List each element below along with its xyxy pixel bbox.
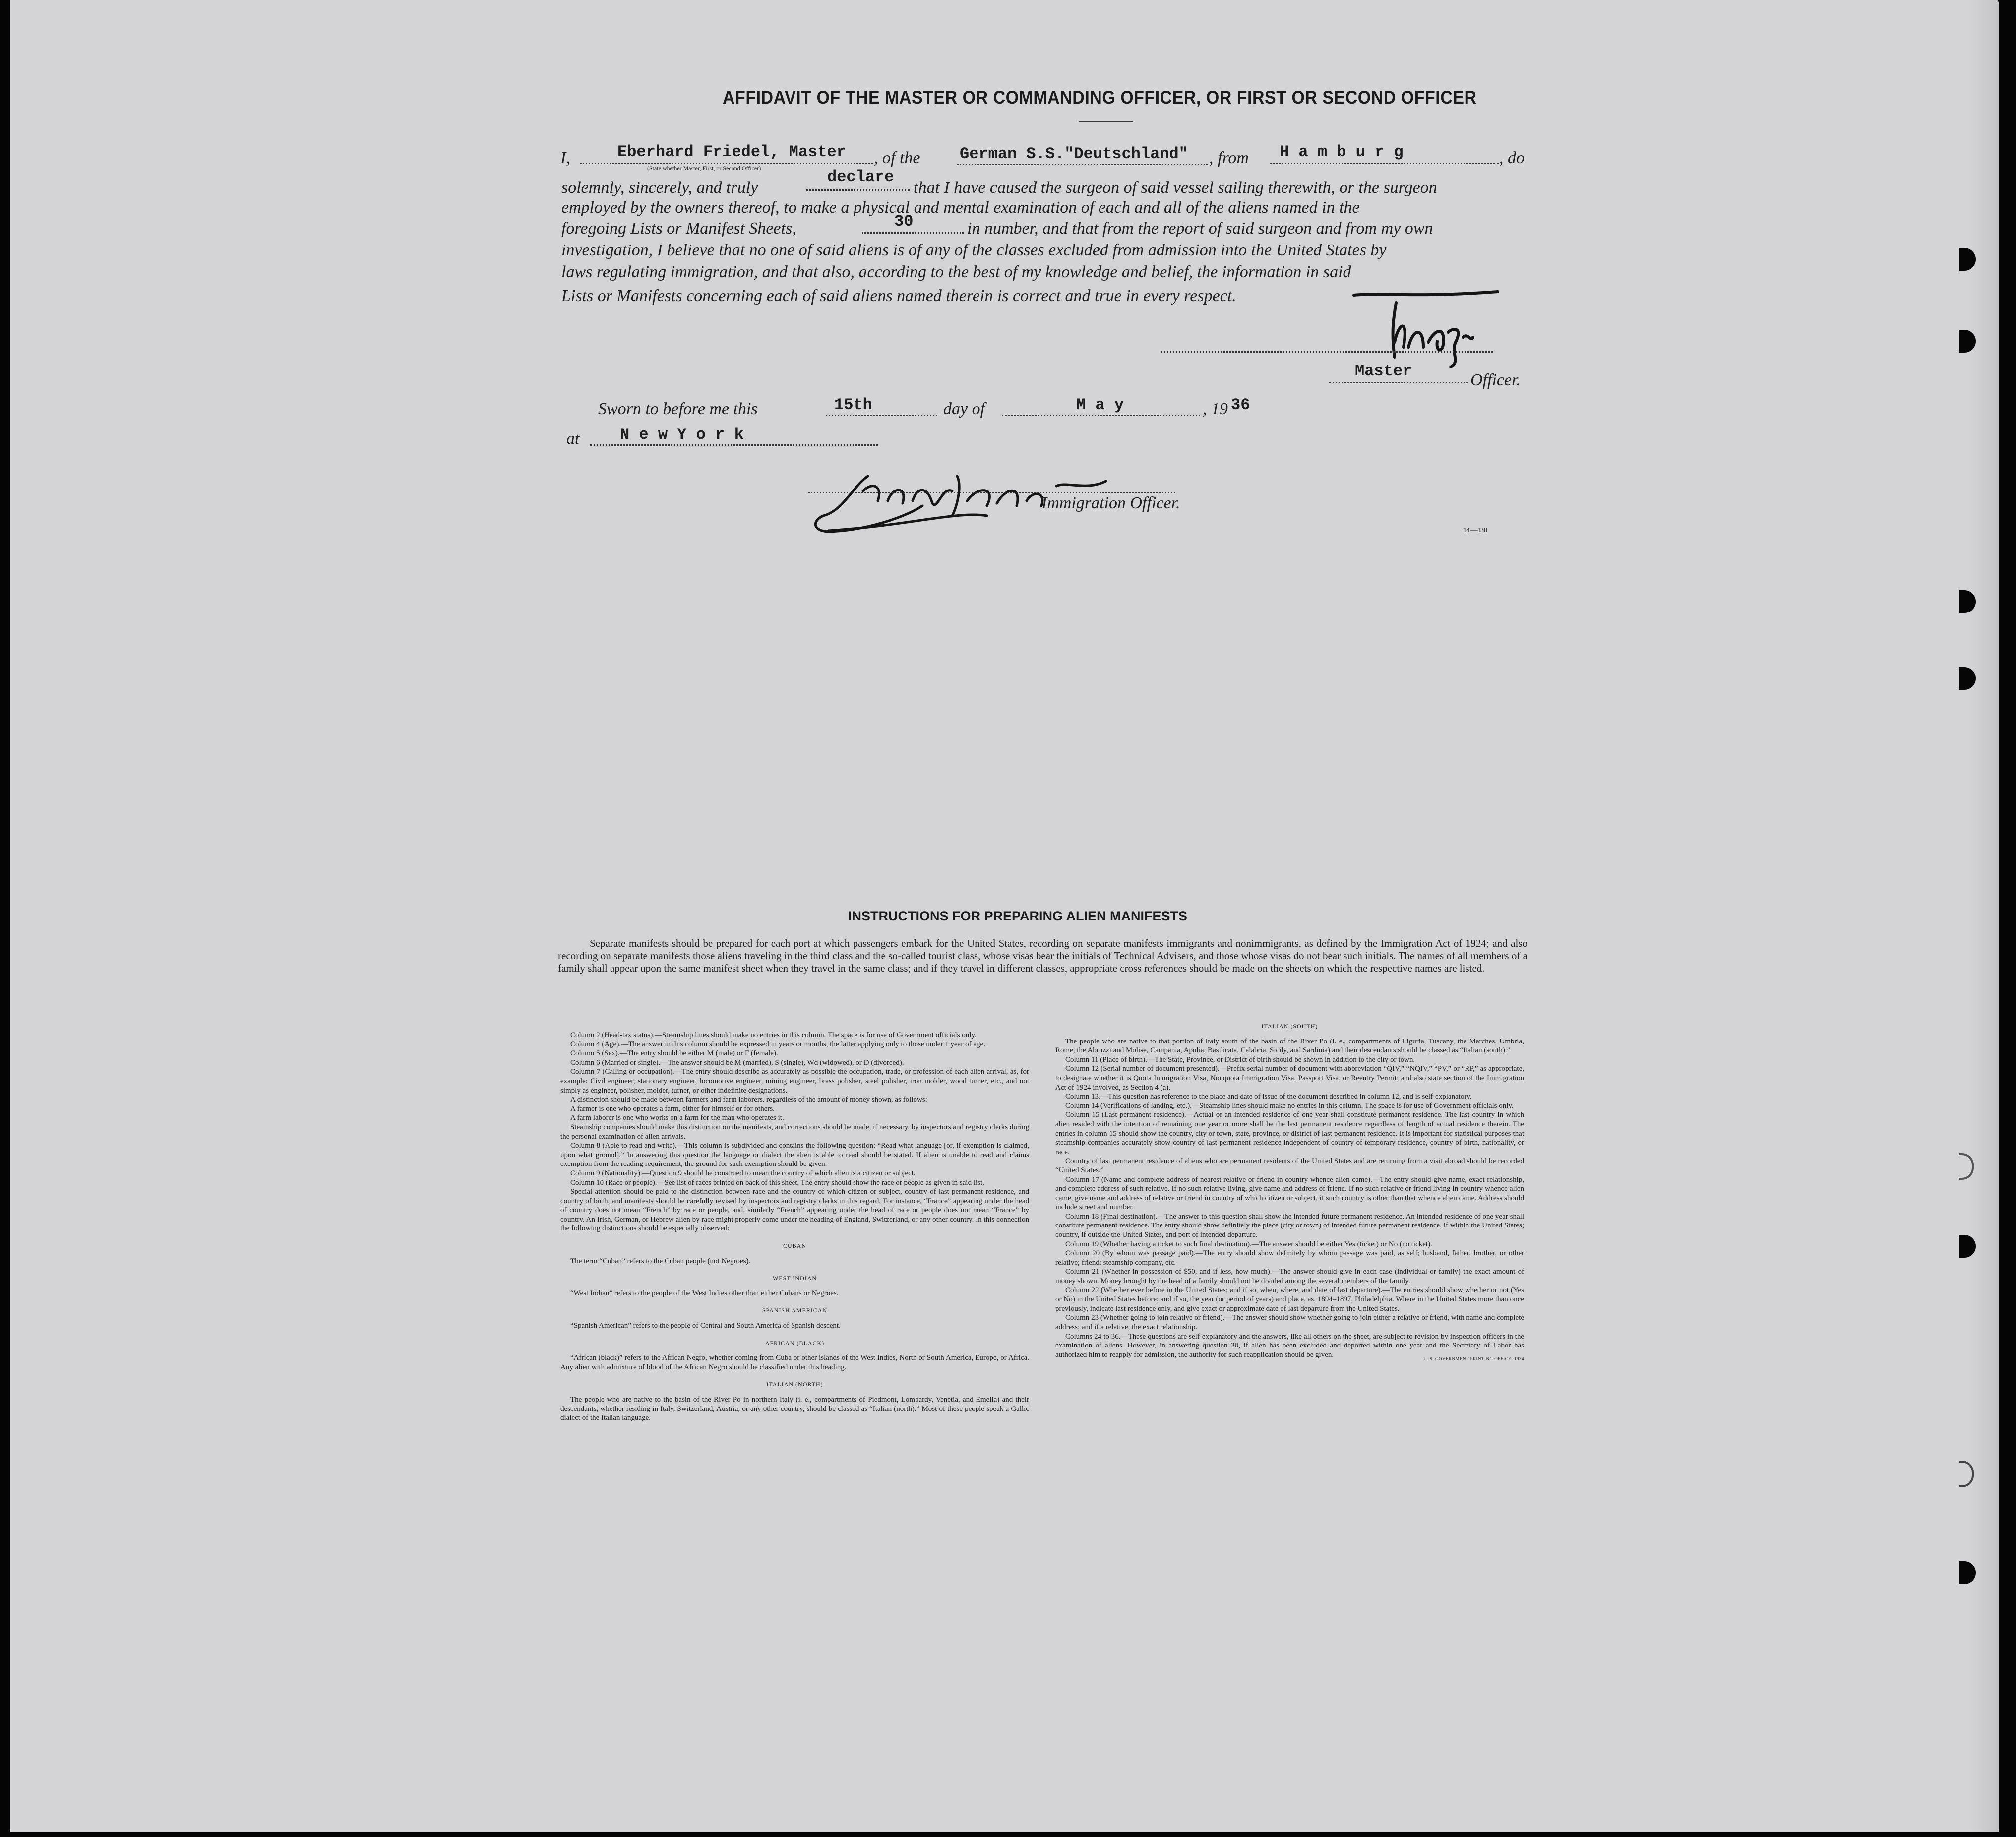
form-number: 14—430 [1463,527,1487,534]
section-definition: “West Indian” refers to the people of the West Indies other than either Cubans or Negroes. [570,1289,839,1297]
affidavit-line2-start: solemnly, sincerely, and truly [561,179,758,197]
instructions-right-column [1055,1022,1524,1364]
instruction-paragraph: Column 8 (Able to read and write).—This column is subdivided and contains the following question: “Read what language [or, if exemption is claimed, upon what ground].” In answering this question the language or dialect the alien is able to read should be stated. If alien is unable to read and claims exemption from the reading requirement, the ground for such exemption should be given. [560,1142,1029,1168]
instruction-paragraph: Column 21 (Whether in possession of $50, and if less, how much).—The answer should give in each case (individual or family) the exact amount of money shown. Money brought by the head of a family should not be divided among the several members of the family. [1055,1268,1524,1286]
declare-field: declare [827,168,894,186]
instruction-paragraph: A farmer is one who operates a farm, either for himself or for others. [570,1104,775,1113]
instruction-paragraph: Column 18 (Final destination).—The answer to this question shall show the intended future permanent residence. An intended residence of one year shall constitute permanent residence. The entry should show definitely the place (city or town) of intended future permanent residence, if within the United States; country, if outside the United States, and port of intended departure. [1055,1212,1524,1239]
do-label: , do [1499,149,1525,167]
section-heading: ITALIAN (SOUTH) [1261,1023,1318,1030]
section-definition: “African (black)” refers to the African Negro, whether coming from Cuba or other islands of the West Indies, North or South America, Europe, or Africa. Any alien with admixture of blood of the African Negro should be classified under this heading. [560,1354,1029,1371]
officer-label: Officer. [1470,371,1521,389]
instruction-paragraph: Column 15 (Last permanent residence).—Actual or an intended residence of one year shall constitute permanent residence. The last country in which alien resided with the intention of remaining one year or more shall be the last permanent residence regardless of length of actual residence therein. The entries in column 15 should show the country, city or town, state, province, or district of last permanent residence. It is important for statistical purposes that steamship companies accurately show country of last permanent residence independent of country of temporary residence, country of birth, nationality, or race. [1055,1111,1524,1156]
sworn-year-field: 36 [1231,396,1250,414]
instruction-paragraph: Column 7 (Calling or occupation).—The entry should describe as accurately as possible the occupation, trade, or profession of each alien arrival, as, for example: Civil engineer, stationary engineer, locomotive engineer, mining engineer, brass polisher, steel polisher, iron molder, wood turner, etc., and not simply as engineer, polisher, molder, turner, or other indefinite designations. [560,1068,1029,1095]
instruction-paragraph: Column 19 (Whether having a ticket to such final destination).—The answer should be either Yes (ticket) or No (no ticket). [1065,1240,1432,1248]
instruction-paragraph: Column 14 (Verifications of landing, etc.).—Steamship lines should make no entries in this column. The space is for use of Government officials only. [1065,1102,1514,1110]
state-whether-note: (State whether Master, First, or Second Officer) [647,165,761,172]
affidavit-line4-start: foregoing Lists or Manifest Sheets, [561,219,796,238]
affidavit-title: AFFIDAVIT OF THE MASTER OR COMMANDING OFFICER, OR FIRST OR SECOND OFFICER [723,87,1477,108]
affidavit-line2-end: that I have caused the surgeon of said vessel sailing therewith, or the surgeon [914,179,1437,197]
instruction-paragraph: Column 6 (Married or single).—The answer should be M (married), S (single), Wd (widowed), or D (divorced). [570,1058,904,1067]
master-name-field: Eberhard Friedel, Master [617,143,846,161]
sworn-label: Sworn to before me this [598,400,758,418]
affidavit-line7: Lists or Manifests concerning each of said aliens named therein is correct and true in every respect. [561,287,1236,305]
sheets-count-field: 30 [894,212,914,231]
instruction-paragraph: Column 9 (Nationality).—Question 9 should be construed to mean the country of which alien is a citizen or subject. [570,1169,916,1177]
instruction-paragraph: Column 11 (Place of birth).—The State, Province, or District of birth should be shown in addition to the city or town. [1065,1055,1415,1064]
instructions-intro: Separate manifests should be prepared for each port at which passengers embark for the United States, recording on separate manifests immigrants and nonimmigrants, as defined by the Immigration Act of 1924; and also recording on separate manifests those aliens traveling in the third class and the so-called tourist class, whose visas bear the initials of Technical Advisers, and those whose visas do not bear such initials. The names of all members of a family shall appear upon the same manifest sheet when they travel in the same class; and if they travel in different classes, appropriate cross references should be made on the sheets on which the respective names are listed. [558,937,1527,974]
instruction-paragraph: Column 5 (Sex).—The entry should be either M (male) or F (female). [570,1049,778,1058]
section-definition: The people who are native to the basin of the River Po in northern Italy (i. e., compartments of Piedmont, Lombardy, Venetia, and Emelia) and their descendants, whether residing in Italy, Switzerland, Austria, or any other country, should be classed as “Italian (north).” Most of these people speak a Gallic dialect of the Italian language. [560,1396,1029,1422]
instruction-paragraph: A farm laborer is one who works on a farm for the man who operates it. [570,1114,784,1122]
printer-note: U. S. GOVERNMENT PRINTING OFFICE: 1934 [1423,1356,1524,1362]
section-definition: The term “Cuban” refers to the Cuban people (not Negroes). [570,1257,751,1265]
affidavit-line3: employed by the owners thereof, to make a physical and mental examination of each and all of the aliens named in the [561,198,1360,217]
affidavit-line4-end: in number, and that from the report of said surgeon and from my own [967,219,1433,238]
section-heading: AFRICAN (BLACK) [765,1339,825,1347]
instruction-paragraph: Steamship companies should make this distinction on the manifests, and corrections should be made, if necessary, by inspectors and registry clerks during the personal examination of alien arrivals. [560,1123,1029,1141]
instruction-paragraph: Column 17 (Name and complete address of nearest relative or friend in country whence alien came).—The entry should give name, exact relationship, and complete address of such relative. If no such relative living, give name and address of friend. If no such relative or friend living in country whence alien came, give name and address of relative or friend in country of which citizen or subject, if such country is other than that whence alien came. Address should include street and number. [1055,1175,1524,1212]
section-heading: ITALIAN (NORTH) [766,1381,823,1388]
affidavit-line5: investigation, I believe that no one of said aliens is of any of the classes excluded from admission into the United States by [561,241,1387,259]
instruction-paragraph: Column 13.—This question has reference to the place and date of issue of the document described in column 12, and is self-explanatory. [1065,1093,1472,1101]
vessel-name-field: German S.S."Deutschland" [960,145,1188,163]
instruction-paragraph: Column 4 (Age).—The answer in this column should be expressed in years or months, the latter applying only to those under 1 year of age. [570,1040,985,1048]
instruction-paragraph: The people who are native to that portion of Italy south of the basin of the River Po (i. e., compartments of Liguria, Tuscany, the Marches, Umbria, Rome, the Abruzzi and Molise, Campania, Apulia, Basilicata, Calabria, Sicily, and Sardinia) and their descendants should be classed as “Italian (south).” [1055,1037,1524,1055]
affidavit-line6: laws regulating immigration, and that also, according to the best of my knowledge and belief, the information in said [561,263,1351,281]
affidavit-i: I, [560,149,570,167]
section-heading: CUBAN [783,1242,806,1250]
officer-rank-field: Master [1355,362,1412,380]
from-label: , from [1209,149,1249,167]
instruction-paragraph: Special attention should be paid to the distinction between race and the country of which citizen or subject, country of last permanent residence, and country of birth, and manifests should be carefully revised by inspectors and registry clerks in this regard. For instance, “France” appearing under the head of country does not mean “French” by race or people, and, similarly “French” appearing under the head of race or people does not mean “France” by country. An Irish, German, or Hebrew alien by race might properly come under the heading of England, Switzerland, or any other country. In this connection the following distinctions should be especially observed: [560,1188,1029,1233]
instructions-title: INSTRUCTIONS FOR PREPARING ALIEN MANIFESTS [848,909,1188,923]
of-the-label: , of the [874,149,920,167]
document-page [10,0,1999,1832]
section-heading: SPANISH AMERICAN [762,1307,828,1314]
title-rule [1079,121,1133,122]
instruction-paragraph: Columns 24 to 36.—These questions are self-explanatory and the answers, like all others on the sheet, are subject to revision by inspection officers in the examination of aliens. However, in answering question 30, if alien has been excluded and deported within one year and the Secretary of Labor has authorized him to reapply for admission, the authority for such reapplication should be given. [1055,1332,1524,1359]
instruction-paragraph: Column 20 (By whom was passage paid).—The entry should show definitely by whom passage was paid, as self; husband, father, brother, or other relative; friend; steamship company, etc. [1055,1249,1524,1267]
year-prefix: , 19 [1203,400,1228,418]
instruction-paragraph: Column 2 (Head-tax status).—Steamship lines should make no entries in this column. The space is for use of Government officials only. [570,1031,977,1039]
section-definition: “Spanish American” refers to the people of Central and South America of Spanish descent. [570,1322,841,1330]
instruction-paragraph: Country of last permanent residence of aliens who are permanent residents of the United States and are returning from a visit abroad should be recorded “United States.” [1055,1157,1524,1174]
master-signature [1349,288,1518,374]
instructions-left-column [560,1031,1029,1428]
at-place-field: N e w Y o r k [620,426,744,444]
instruction-paragraph: Column 22 (Whether ever before in the United States; and if so, when, where, and date of last departure).—The entries should show whether or not (Yes or No) in the United States before; and if so, the year (or period of years) and place, as, 1894–1897, Philadelphia. Where in the United States more than once previously, indicate last residence only, and give exact or approximate date of last departure from the United States. [1055,1286,1524,1313]
sworn-month-field: M a y [1076,396,1124,414]
instruction-paragraph: Column 10 (Race or people).—See list of races printed on back of this sheet. The entry should show the race or people as given in said list. [570,1178,984,1187]
instruction-paragraph: A distinction should be made between farmers and farm laborers, regardless of the amount of money shown, as follows: [570,1096,927,1104]
instruction-paragraph: Column 12 (Serial number of document presented).—Prefix serial number of document with abbreviation “QIV,” “NQIV,” “PV,” or “RP,” as appropriate, to designate whether it is Quota Immigration Visa, Nonquota Immigration Visa, Passport Visa, or Reentry Permit; and also state section of the Immigration Act of 1924 involved, as Section 4 (a). [1055,1065,1524,1092]
at-label: at [566,429,580,448]
instruction-paragraph: Column 23 (Whether going to join relative or friend).—The answer should show whether going to join either a relative or friend, with name and complete address; and if a relative, the exact relationship. [1055,1314,1524,1331]
immigration-officer-label: Immigration Officer. [1041,494,1180,512]
port-field: H a m b u r g [1280,143,1404,161]
day-of-label: day of [943,400,985,418]
section-heading: WEST INDIAN [772,1275,817,1282]
sworn-day-field: 15th [834,396,872,414]
